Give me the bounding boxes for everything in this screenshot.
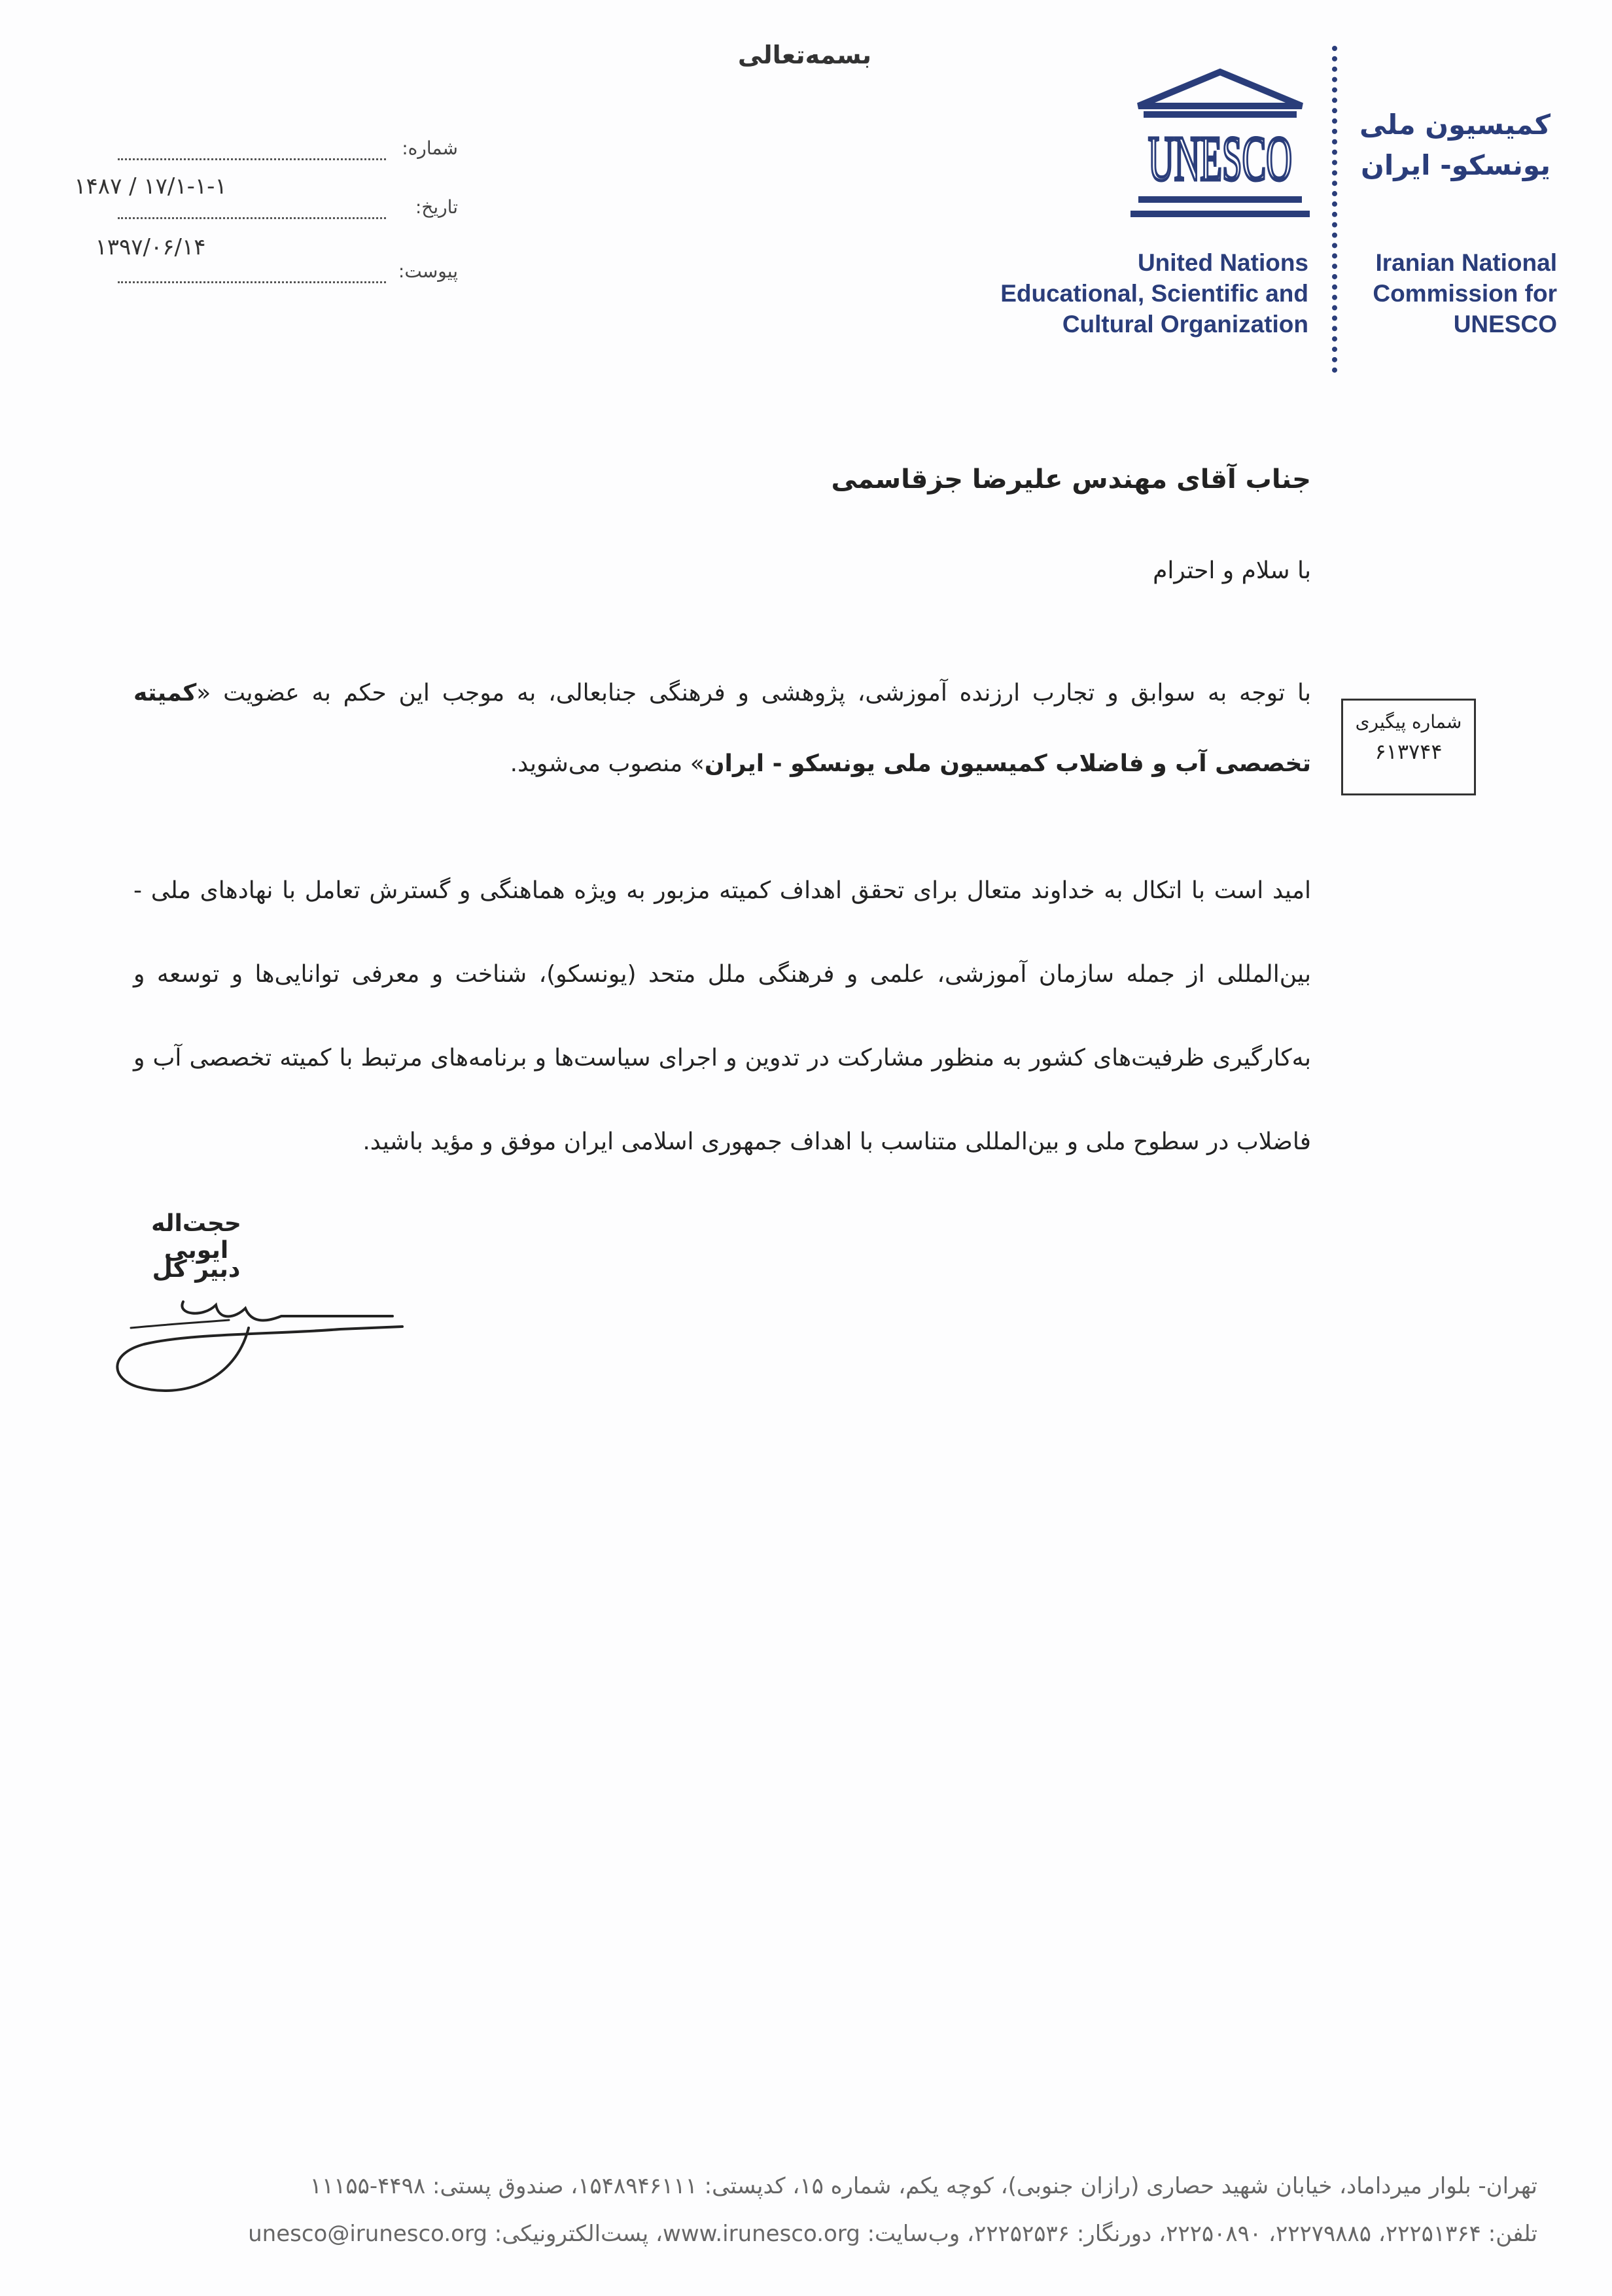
letter-date-line	[118, 217, 386, 219]
letter-date-value: ۱۳۹۷/۰۶/۱۴	[95, 234, 206, 260]
header-divider	[1332, 46, 1342, 373]
letter-attachment-line	[118, 281, 386, 283]
para1-end: » منصوب می‌شوید.	[510, 750, 705, 777]
letter-attachment-label: پیوست:	[398, 260, 458, 282]
tracking-number-box	[1341, 699, 1476, 795]
addressee: جناب آقای مهندس علیرضا جزقاسمی	[831, 464, 1311, 495]
letter-number-row	[111, 137, 458, 177]
letter-date-row	[111, 196, 458, 235]
commission-fa-line: کمیسیون ملی	[1359, 109, 1551, 141]
footer-contact: تلفن: ۲۲۲۵۱۳۶۴، ۲۲۲۷۹۸۸۵، ۲۲۲۵۰۸۹۰، دورنگار: ۲۲۲۵۲۵۳۶، وب‌سایت: www.irunesco.org، پست‌الکترونیکی: unesco@irunesco.org	[248, 2221, 1537, 2247]
salutation: با سلام و احترام	[1153, 557, 1311, 584]
letter-attachment-row	[111, 260, 458, 300]
footer-address: تهران- بلوار میرداماد، خیابان شهید حصاری (رازان جنوبی)، کوچه یکم، شماره ۱۵، کدپستی: ۱۵۴۸۹۴۶۱۱۱، صندوق پستی: ۴۴۹۸-۱۱۱۵۵	[309, 2173, 1537, 2199]
letter-number-label: شماره:	[402, 137, 458, 159]
unesco-logo-text: UNESCO	[1148, 124, 1292, 194]
commission-name-fa	[1354, 105, 1551, 186]
un-name-line: United Nations	[1137, 249, 1308, 276]
un-name-line: Cultural Organization	[1062, 311, 1308, 338]
commission-name-en	[1354, 247, 1557, 339]
un-name-line: Educational, Scientific and	[1000, 280, 1308, 307]
commission-en-line: Commission for	[1373, 280, 1557, 307]
tracking-number: ۶۱۳۷۴۴	[1375, 739, 1443, 764]
signer-title: دبیر کل	[152, 1256, 241, 1283]
un-organization-name	[929, 247, 1308, 339]
letter-number-value: ۱۷/۱-۱-۱ / ۱۴۸۷	[74, 173, 227, 200]
bismillah-heading: بسمه‌تعالی	[737, 41, 872, 69]
appointment-paragraph	[133, 658, 1311, 799]
wishes-paragraph: امید است با اتکال به خداوند متعال برای تحقق اهداف کمیته مزبور به ویژه هماهنگی و گسترش تعامل با نهادهای ملی - بین‌المللی از جمله سازمان آموزشی، علمی و فرهنگی ملل متحد (یونسکو)، شناخت و معرفی توانایی‌ها و توسعه و به‌کارگیری ظرفیت‌های کشور به منظور مشارکت در تدوین و اجرای سیاست‌ها و برنامه‌های مرتبط با کمیته تخصصی آب و فاضلاب در سطوح ملی و بین‌المللی متناسب با اهداف جمهوری اسلامی ایران موفق و مؤید باشید.	[133, 877, 1311, 1155]
committee-name: کمیته تخصصی آب و فاضلاب کمیسیون ملی یونسکو - ایران	[133, 680, 1311, 777]
commission-fa-line: یونسکو- ایران	[1361, 149, 1551, 181]
unesco-logo-icon	[1125, 65, 1315, 229]
letter-date-label: تاریخ:	[415, 196, 458, 218]
commission-en-line: UNESCO	[1453, 311, 1557, 338]
letter-number-line	[118, 158, 386, 160]
para1-start: با توجه به سوابق و تجارب ارزنده آموزشی، پژوهشی و فرهنگی جنابعالی، به موجب این حکم به عضویت «	[196, 680, 1311, 706]
handwritten-signature	[105, 1289, 406, 1406]
signer-name: حجت‌اله ایوبی	[151, 1210, 241, 1264]
commission-en-line: Iranian National	[1375, 249, 1557, 276]
tracking-label: شماره پیگیری	[1355, 711, 1462, 733]
